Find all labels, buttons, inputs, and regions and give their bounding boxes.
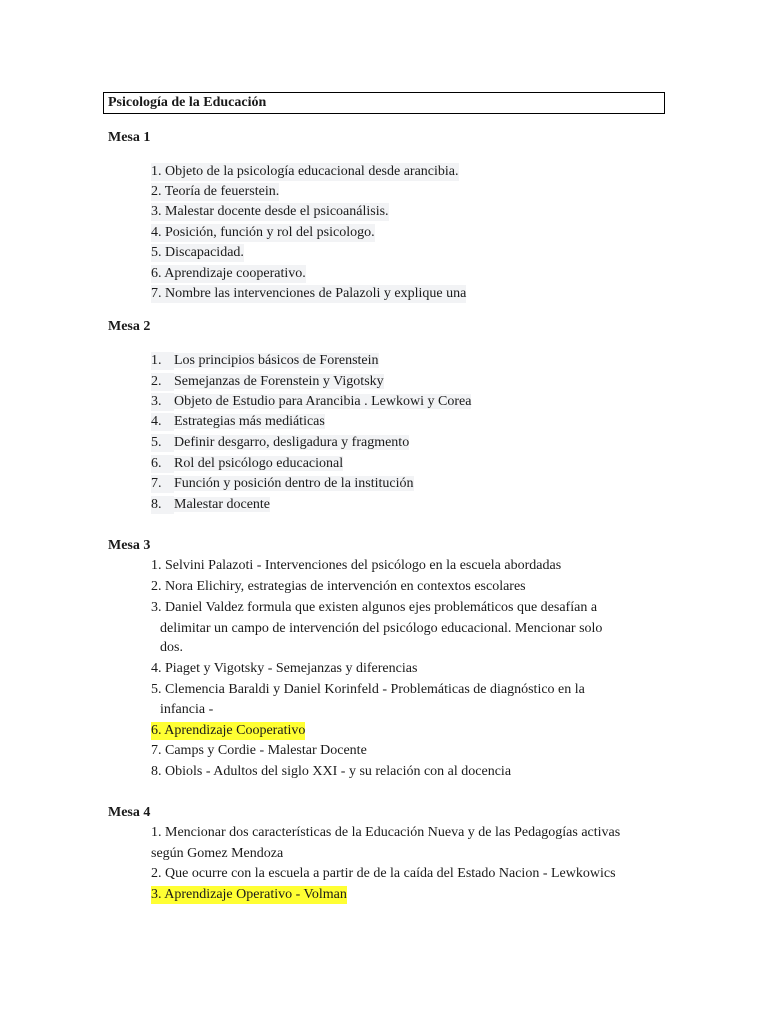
list-item-continuation: delimitar un campo de intervención del psicólogo educacional. Mencionar solo bbox=[160, 621, 603, 636]
list-number: 2. bbox=[151, 373, 174, 391]
list-text: Semejanzas de Forenstein y Vigotsky bbox=[174, 374, 384, 389]
list-number: 4. bbox=[151, 413, 174, 431]
mesa-2-heading: Mesa 2 bbox=[108, 319, 151, 334]
list-item: 8. Obiols - Adultos del siglo XXI - y su relación con al docencia bbox=[151, 764, 512, 779]
list-text: Estrategias más mediáticas bbox=[174, 414, 325, 429]
mesa-4-heading: Mesa 4 bbox=[108, 805, 151, 820]
highlighted-list-item: 3. Aprendizaje Operativo - Volman bbox=[151, 887, 347, 902]
list-item: 5. Clemencia Baraldi y Daniel Korinfeld - Problemáticas de diagnóstico en la bbox=[151, 682, 585, 697]
list-text: Definir desgarro, desligadura y fragmento bbox=[174, 435, 410, 450]
list-item: 1. Mencionar dos características de la Educación Nueva y de las Pedagogías activas bbox=[151, 825, 621, 840]
list-item bbox=[151, 413, 325, 431]
list-text: Objeto de Estudio para Arancibia . Lewkowi y Corea bbox=[174, 394, 472, 409]
list-text: Rol del psicólogo educacional bbox=[174, 456, 344, 471]
mesa-1-heading: Mesa 1 bbox=[108, 130, 151, 145]
list-item: 2. Nora Elichiry, estrategias de intervención en contextos escolares bbox=[151, 579, 526, 594]
list-text: Los principios básicos de Forenstein bbox=[174, 353, 379, 368]
list-number: 1. bbox=[151, 352, 174, 370]
list-number: 5. bbox=[151, 434, 174, 452]
list-item: 2. Teoría de feuerstein. bbox=[151, 184, 280, 199]
list-item: 6. Aprendizaje cooperativo. bbox=[151, 266, 306, 281]
list-item bbox=[151, 434, 409, 452]
list-number: 7. bbox=[151, 475, 174, 493]
list-number: 8. bbox=[151, 496, 174, 514]
list-item: 3. Daniel Valdez formula que existen algunos ejes problemáticos que desafían a bbox=[151, 600, 598, 615]
list-item: 5. Discapacidad. bbox=[151, 245, 244, 260]
list-item: 1. Objeto de la psicología educacional desde arancibia. bbox=[151, 164, 459, 179]
document-title: Psicología de la Educación bbox=[103, 92, 665, 114]
list-item bbox=[151, 455, 343, 473]
list-item bbox=[151, 393, 471, 411]
list-number: 3. bbox=[151, 393, 174, 411]
list-item-continuation: según Gomez Mendoza bbox=[151, 846, 284, 861]
list-item: 2. Que ocurre con la escuela a partir de de la caída del Estado Nacion - Lewkowics bbox=[151, 866, 616, 881]
list-item bbox=[151, 496, 270, 514]
list-item: 7. Nombre las intervenciones de Palazoli y explique una bbox=[151, 286, 467, 301]
list-item bbox=[151, 373, 384, 391]
list-item bbox=[151, 475, 414, 493]
list-item-continuation: dos. bbox=[160, 640, 183, 655]
list-item: 4. Piaget y Vigotsky - Semejanzas y diferencias bbox=[151, 661, 418, 676]
list-number: 6. bbox=[151, 455, 174, 473]
highlighted-list-item: 6. Aprendizaje Cooperativo bbox=[151, 723, 306, 738]
list-item: 7. Camps y Cordie - Malestar Docente bbox=[151, 743, 367, 758]
list-item bbox=[151, 352, 379, 370]
list-item: 3. Malestar docente desde el psicoanálisis. bbox=[151, 204, 389, 219]
list-text: Función y posición dentro de la institución bbox=[174, 476, 414, 491]
mesa-3-heading: Mesa 3 bbox=[108, 538, 151, 553]
list-item-continuation: infancia - bbox=[160, 702, 214, 717]
list-item: 1. Selvini Palazoti - Intervenciones del psicólogo en la escuela abordadas bbox=[151, 558, 562, 573]
list-text: Malestar docente bbox=[174, 497, 271, 512]
list-item: 4. Posición, función y rol del psicologo. bbox=[151, 225, 375, 240]
